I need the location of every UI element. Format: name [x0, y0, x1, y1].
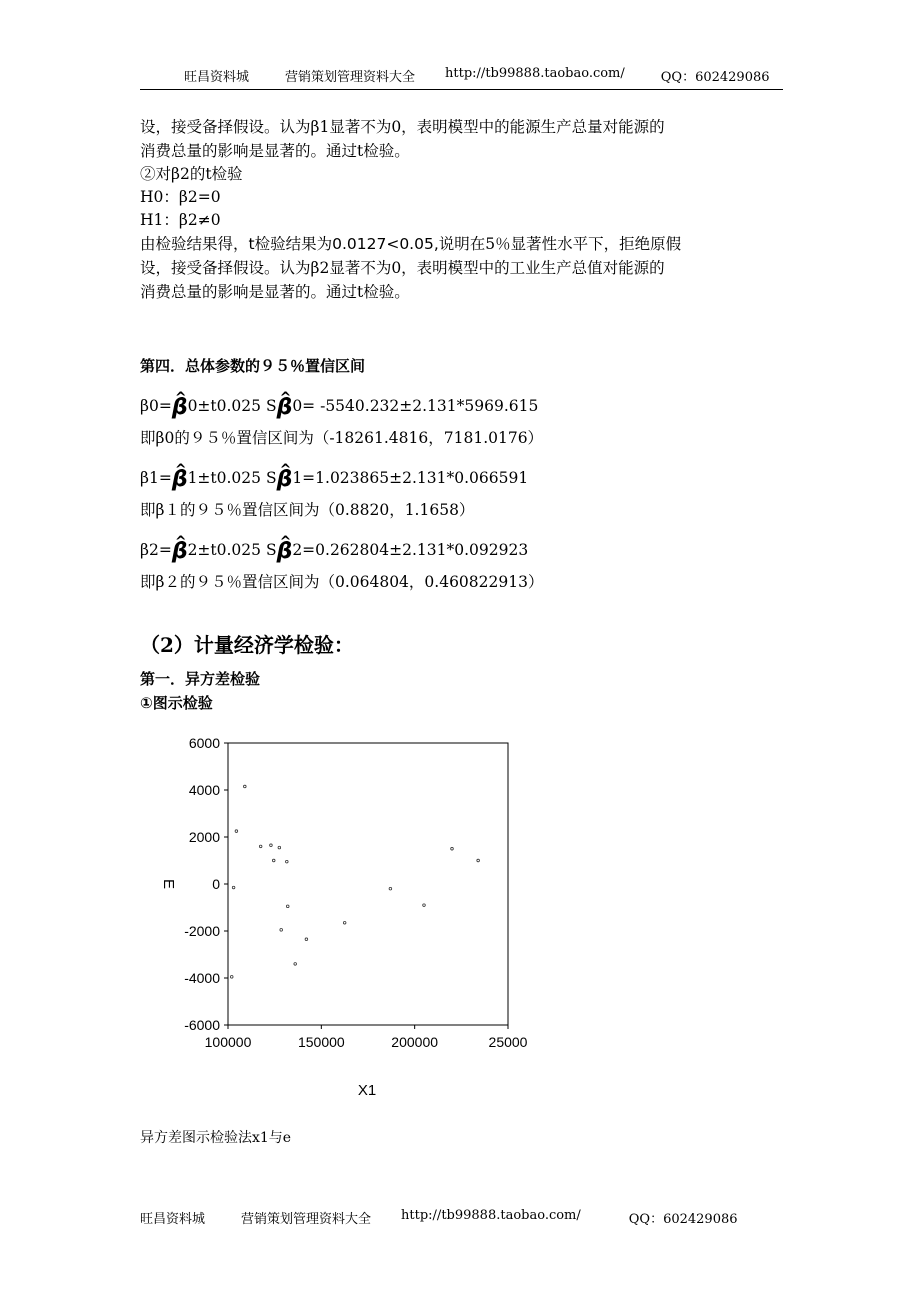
header-collection: 营销策划管理资料大全: [285, 70, 416, 85]
y-tick-label: 6000: [188, 735, 220, 751]
paragraph-1-line-1: 设，接受备择假设。认为β1显著不为0，表明模型中的能源生产总量对能源的: [140, 118, 665, 136]
paragraph-2-line-1: [140, 233, 681, 255]
data-point: [305, 938, 308, 941]
header-qq: QQ：602429086: [660, 70, 770, 85]
b2-pre: β2=: [140, 541, 172, 559]
h1-line: H1：β2≠0: [140, 211, 221, 229]
footer-collection: 营销策划管理资料大全: [241, 1212, 372, 1227]
data-point: [232, 886, 235, 889]
beta-hat-icon: ^ β: [277, 543, 293, 561]
data-point: [244, 785, 247, 788]
beta1-ci: 即β１的９５％置信区间为（0.8820，1.1658）: [140, 501, 475, 519]
b0-post: 0= -5540.232±2.131*5969.615: [292, 397, 539, 415]
x-tick-label: 25000: [488, 1034, 528, 1050]
beta0-ci: 即β0的９５％置信区间为（-18261.4816，7181.0176）: [140, 429, 544, 447]
p2-text-a: 由检验结果得，: [140, 235, 249, 253]
page-header: [140, 66, 783, 90]
x-tick-label: 200000: [391, 1034, 439, 1050]
section-2-title: （2）计量经济学检验：: [140, 633, 354, 657]
footer-qq: QQ：602429086: [628, 1212, 738, 1227]
page-footer: [140, 1208, 783, 1227]
paragraph-1-line-2: 消费总量的影响是显著的。通过t检验。: [140, 142, 410, 160]
beta2-ci: 即β２的９５％置信区间为（0.064804，0.460822913）: [140, 573, 544, 591]
footer-url[interactable]: http://tb99888.taobao.com/: [401, 1208, 581, 1223]
data-point: [477, 859, 480, 862]
subsection-1-item: ①图示检验: [140, 694, 213, 712]
header-shop: 旺昌资料城: [184, 70, 250, 85]
b1-post: 1=1.023865±2.131*0.066591: [292, 469, 529, 487]
data-point: [270, 844, 273, 847]
x-tick-label: 100000: [204, 1034, 252, 1050]
subsection-1-title: 第一．异方差检验: [140, 670, 261, 688]
residual-scatter-chart: [140, 725, 530, 1105]
data-point: [343, 921, 346, 924]
header-url[interactable]: http://tb99888.taobao.com/: [445, 66, 625, 81]
data-point: [235, 830, 238, 833]
beta1-formula: [140, 467, 529, 492]
b2-mid: 2±t0.025 S: [187, 541, 277, 559]
data-point: [423, 904, 426, 907]
b1-mid: 1±t0.025 S: [187, 469, 277, 487]
beta-hat-icon: ^ β: [172, 471, 188, 489]
h0-line: H0：β2=0: [140, 188, 221, 206]
data-point: [389, 887, 392, 890]
b0-mid: 0±t0.025 S: [187, 397, 277, 415]
plot-area: [228, 743, 508, 1025]
section-4-title: 第四．总体参数的９５％置信区间: [140, 357, 366, 375]
p2-text-b: t检验结果为0.0127<0.05,: [248, 235, 439, 253]
y-tick-label: -2000: [184, 923, 220, 939]
y-axis-label: E: [160, 878, 177, 890]
y-tick-label: -4000: [184, 970, 220, 986]
beta-hat-icon: ^ β: [277, 471, 293, 489]
footer-shop: 旺昌资料城: [140, 1212, 206, 1227]
data-point: [259, 845, 262, 848]
beta2-formula: [140, 539, 529, 564]
y-tick-label: 4000: [188, 782, 220, 798]
data-point: [278, 846, 281, 849]
beta-hat-icon: ^ β: [172, 399, 188, 417]
b0-pre: β0=: [140, 397, 172, 415]
data-point: [286, 860, 289, 863]
chart-caption: 异方差图示检验法x1与e: [140, 1130, 292, 1146]
b2-post: 2=0.262804±2.131*0.092923: [292, 541, 529, 559]
y-tick-label: -6000: [184, 1017, 220, 1033]
beta-hat-icon: ^ β: [277, 399, 293, 417]
p2-text-c: 说明在5％显著性水平下，拒绝原假: [438, 235, 682, 253]
data-point: [280, 929, 283, 932]
data-point: [230, 976, 233, 979]
y-tick-label: 2000: [188, 829, 220, 845]
x-axis-label: X1: [357, 1082, 377, 1099]
data-point: [286, 905, 289, 908]
y-tick-label: 0: [212, 876, 220, 892]
data-point: [451, 847, 454, 850]
data-point: [272, 859, 275, 862]
x-tick-label: 150000: [297, 1034, 345, 1050]
beta0-formula: [140, 395, 539, 420]
beta-hat-icon: ^ β: [172, 543, 188, 561]
beta2-test-title: ②对β2的t检验: [140, 165, 243, 183]
paragraph-2-line-3: 消费总量的影响是显著的。通过t检验。: [140, 283, 410, 301]
b1-pre: β1=: [140, 469, 172, 487]
data-point: [294, 963, 297, 966]
paragraph-2-line-2: 设，接受备择假设。认为β2显著不为0，表明模型中的工业生产总值对能源的: [140, 259, 665, 277]
